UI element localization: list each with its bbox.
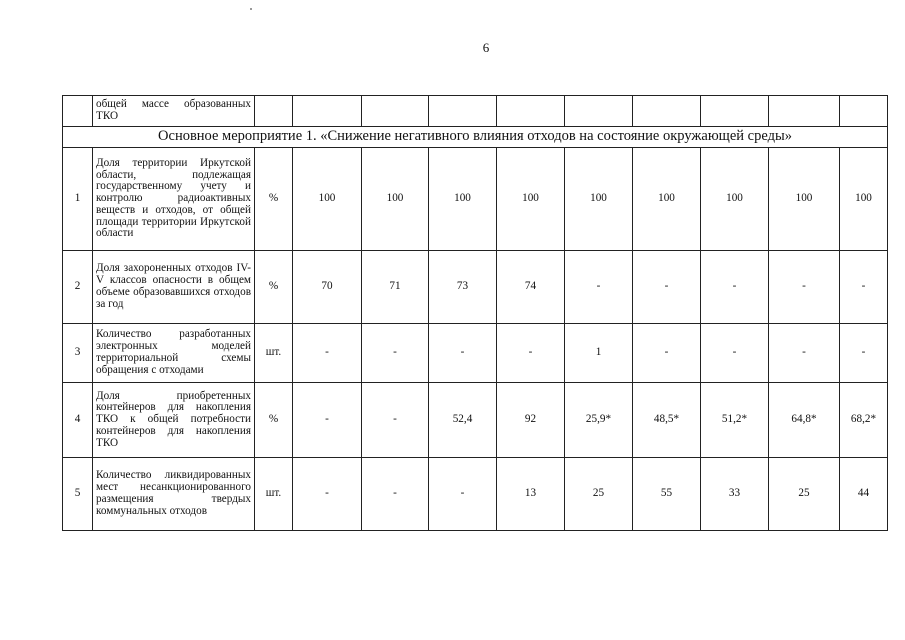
- value-cell: 100: [840, 148, 888, 251]
- unit-cell: %: [255, 148, 293, 251]
- value-cell: -: [701, 251, 769, 324]
- value-cell: 73: [429, 251, 497, 324]
- table-row: [63, 148, 888, 251]
- value-cell: 33: [701, 458, 769, 531]
- value-cell: 51,2*: [701, 383, 769, 458]
- value-cell: -: [840, 324, 888, 383]
- value-cell: 100: [362, 148, 429, 251]
- value-cell: 100: [701, 148, 769, 251]
- indicator-name-cell: Доля территории Иркутской области, подлежащая государственному учету и контролю радиоактивных веществ и отходов, от общей площади территории Иркутской области: [93, 148, 255, 251]
- value-cell: 13: [497, 458, 565, 531]
- section-header-row: [63, 127, 888, 148]
- value-cell: [701, 96, 769, 127]
- value-cell: 100: [497, 148, 565, 251]
- table-row: [63, 383, 888, 458]
- value-cell: 48,5*: [633, 383, 701, 458]
- value-cell: 1: [565, 324, 633, 383]
- value-cell: 44: [840, 458, 888, 531]
- row-number-cell: 4: [63, 383, 93, 458]
- value-cell: [769, 96, 840, 127]
- value-cell: 25: [565, 458, 633, 531]
- row-number-cell: 1: [63, 148, 93, 251]
- unit-cell: %: [255, 383, 293, 458]
- value-cell: 92: [497, 383, 565, 458]
- table-row-continued: [63, 96, 888, 127]
- table-row: [63, 251, 888, 324]
- value-cell: 68,2*: [840, 383, 888, 458]
- table-row: [63, 458, 888, 531]
- value-cell: 74: [497, 251, 565, 324]
- value-cell: -: [769, 251, 840, 324]
- value-cell: -: [293, 458, 362, 531]
- value-cell: [497, 96, 565, 127]
- value-cell: -: [429, 458, 497, 531]
- row-number-cell: 5: [63, 458, 93, 531]
- unit-cell: шт.: [255, 458, 293, 531]
- unit-cell: %: [255, 251, 293, 324]
- indicator-name-cell: Количество ликвидированных мест несанкционированного размещения твердых коммунальных отходов: [93, 458, 255, 531]
- indicators-table: [62, 95, 888, 531]
- value-cell: -: [362, 324, 429, 383]
- value-cell: 25: [769, 458, 840, 531]
- unit-cell: шт.: [255, 324, 293, 383]
- value-cell: 100: [565, 148, 633, 251]
- unit-cell: [255, 96, 293, 127]
- table-row: [63, 324, 888, 383]
- value-cell: [633, 96, 701, 127]
- value-cell: -: [497, 324, 565, 383]
- value-cell: -: [840, 251, 888, 324]
- value-cell: -: [769, 324, 840, 383]
- value-cell: 100: [769, 148, 840, 251]
- value-cell: -: [565, 251, 633, 324]
- value-cell: -: [633, 324, 701, 383]
- value-cell: -: [293, 324, 362, 383]
- value-cell: -: [633, 251, 701, 324]
- value-cell: 55: [633, 458, 701, 531]
- value-cell: [840, 96, 888, 127]
- value-cell: 100: [429, 148, 497, 251]
- row-number-cell: [63, 96, 93, 127]
- indicator-name-cell: Доля захороненных отходов IV-V классов опасности в общем объеме образовавшихся отходов за год: [93, 251, 255, 324]
- indicator-name-cell: Доля приобретенных контейнеров для накопления ТКО к общей потребности контейнеров для накопления ТКО: [93, 383, 255, 458]
- value-cell: -: [701, 324, 769, 383]
- value-cell: -: [293, 383, 362, 458]
- indicator-name-cell: общей массе образованных ТКО: [93, 96, 255, 127]
- row-number-cell: 3: [63, 324, 93, 383]
- row-number-cell: 2: [63, 251, 93, 324]
- value-cell: -: [362, 383, 429, 458]
- value-cell: 52,4: [429, 383, 497, 458]
- value-cell: 70: [293, 251, 362, 324]
- indicator-name-cell: Количество разработанных электронных моделей территориальной схемы обращения с отходами: [93, 324, 255, 383]
- value-cell: [362, 96, 429, 127]
- value-cell: [429, 96, 497, 127]
- value-cell: -: [362, 458, 429, 531]
- value-cell: -: [429, 324, 497, 383]
- value-cell: 64,8*: [769, 383, 840, 458]
- value-cell: 100: [293, 148, 362, 251]
- value-cell: 100: [633, 148, 701, 251]
- scan-speck: [250, 8, 252, 10]
- value-cell: 71: [362, 251, 429, 324]
- value-cell: 25,9*: [565, 383, 633, 458]
- page-number: 6: [482, 40, 490, 55]
- value-cell: [293, 96, 362, 127]
- section-title: Основное мероприятие 1. «Снижение негативного влияния отходов на состояние окружающей среды»: [63, 127, 888, 148]
- value-cell: [565, 96, 633, 127]
